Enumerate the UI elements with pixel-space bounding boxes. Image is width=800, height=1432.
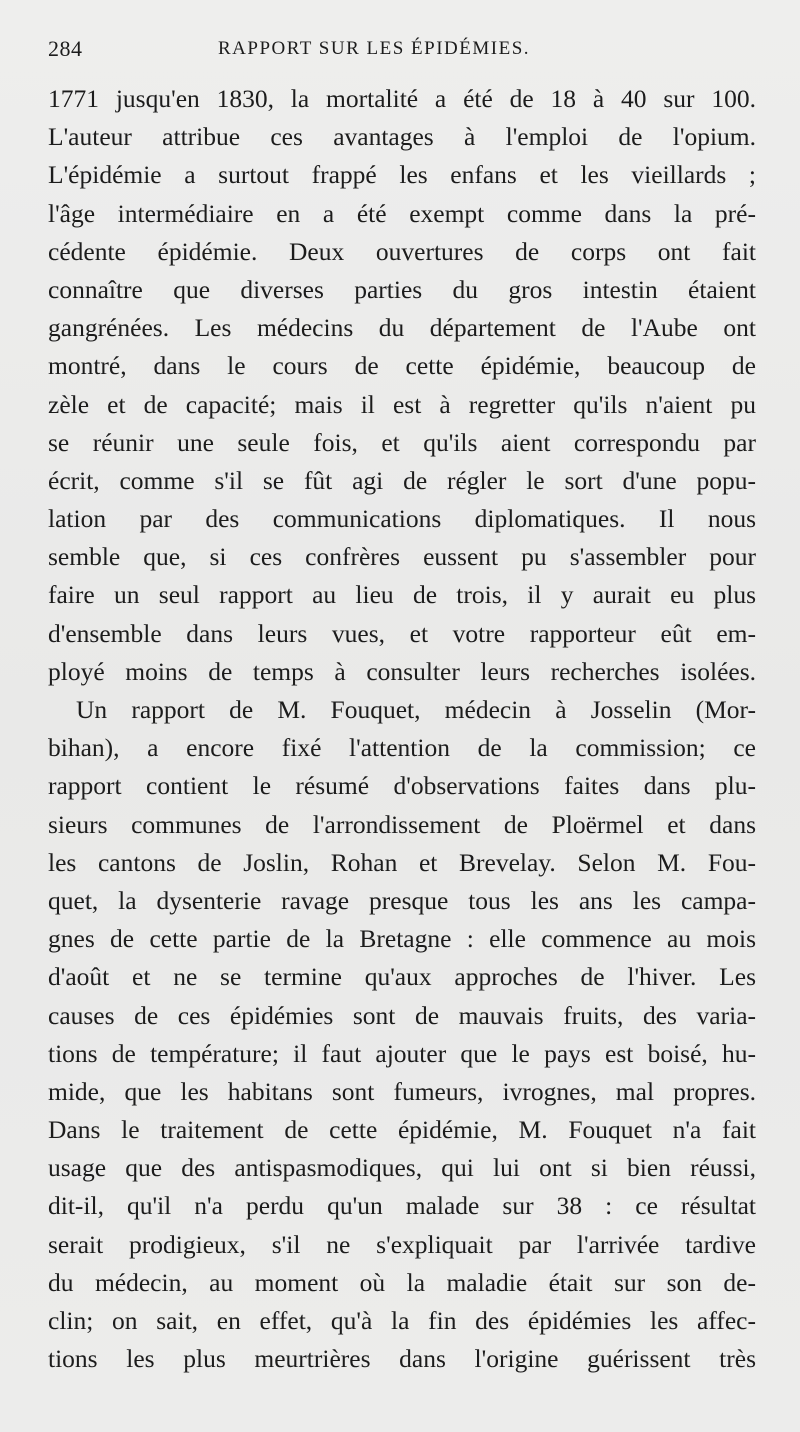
text-line: ployé moins de temps à consulter leurs recherches isolées. — [48, 656, 756, 686]
text-line: tions de température; il faut ajouter que le pays est boisé, hu- — [48, 1038, 756, 1068]
running-title: RAPPORT SUR LES ÉPIDÉMIES. — [218, 38, 531, 59]
text-line: cédente épidémie. Deux ouvertures de corps ont fait — [48, 236, 756, 266]
text-line: usage que des antispasmodiques, qui lui ont si bien réussi, — [48, 1153, 756, 1183]
page-number: 284 — [48, 36, 83, 61]
page-header — [48, 36, 752, 70]
text-line: d'août et ne se termine qu'aux approches de l'hiver. Les — [48, 962, 756, 992]
text-line: bihan), a encore fixé l'attention de la commission; ce — [48, 733, 756, 763]
text-line: 1771 jusqu'en 1830, la mortalité a été de 18 à 40 sur 100. — [48, 84, 756, 113]
text-line: causes de ces épidémies sont de mauvais fruits, des varia- — [48, 1000, 756, 1030]
text-line: semble que, si ces confrères eussent pu s'assembler pour — [48, 542, 756, 572]
text-line: faire un seul rapport au lieu de trois, il y aurait eu plus — [48, 580, 756, 610]
text-line: lation par des communications diplomatiques. Il nous — [48, 504, 756, 534]
body-text — [48, 80, 756, 1378]
text-line: serait prodigieux, s'il ne s'expliquait par l'arrivée tardive — [48, 1229, 756, 1259]
text-line: L'auteur attribue ces avantages à l'emploi de l'opium. — [48, 122, 756, 152]
text-line: gnes de cette partie de la Bretagne : elle commence au mois — [48, 924, 756, 954]
text-line: montré, dans le cours de cette épidémie, beaucoup de — [48, 351, 756, 381]
text-line: zèle et de capacité; mais il est à regretter qu'ils n'aient pu — [48, 389, 756, 419]
text-line: d'ensemble dans leurs vues, et votre rapporteur eût em- — [48, 618, 756, 648]
text-line: dit-il, qu'il n'a perdu qu'un malade sur 38 : ce résultat — [48, 1191, 756, 1221]
text-line: mide, que les habitans sont fumeurs, ivrognes, mal propres. — [48, 1076, 756, 1106]
text-line: les cantons de Joslin, Rohan et Brevelay. Selon M. Fou- — [48, 847, 756, 877]
text-line: du médecin, au moment où la maladie était sur son de- — [48, 1267, 756, 1297]
text-line: rapport contient le résumé d'observations faites dans plu- — [48, 771, 756, 801]
text-line: se réunir une seule fois, et qu'ils aient correspondu par — [48, 427, 756, 457]
text-line: Dans le traitement de cette épidémie, M. Fouquet n'a fait — [48, 1115, 756, 1145]
text-line: connaître que diverses parties du gros intestin étaient — [48, 274, 756, 304]
text-line: clin; on sait, en effet, qu'à la fin des épidémies les affec- — [48, 1306, 756, 1335]
text-line: L'épidémie a surtout frappé les enfans et les vieillards ; — [48, 160, 756, 190]
text-line: gangrénées. Les médecins du département de l'Aube ont — [48, 313, 756, 343]
text-line: l'âge intermédiaire en a été exempt comme dans la pré- — [48, 198, 756, 228]
text-line: quet, la dysenterie ravage presque tous les ans les campa- — [48, 885, 756, 915]
paragraph-start-line: Un rapport de M. Fouquet, médecin à Josselin (Mor- — [76, 695, 756, 724]
text-line: sieurs communes de l'arrondissement de Ploërmel et dans — [48, 809, 756, 839]
text-line: tions les plus meurtrières dans l'origine guérissent très — [48, 1344, 756, 1374]
text-line: écrit, comme s'il se fût agi de régler le sort d'une popu- — [48, 465, 756, 495]
